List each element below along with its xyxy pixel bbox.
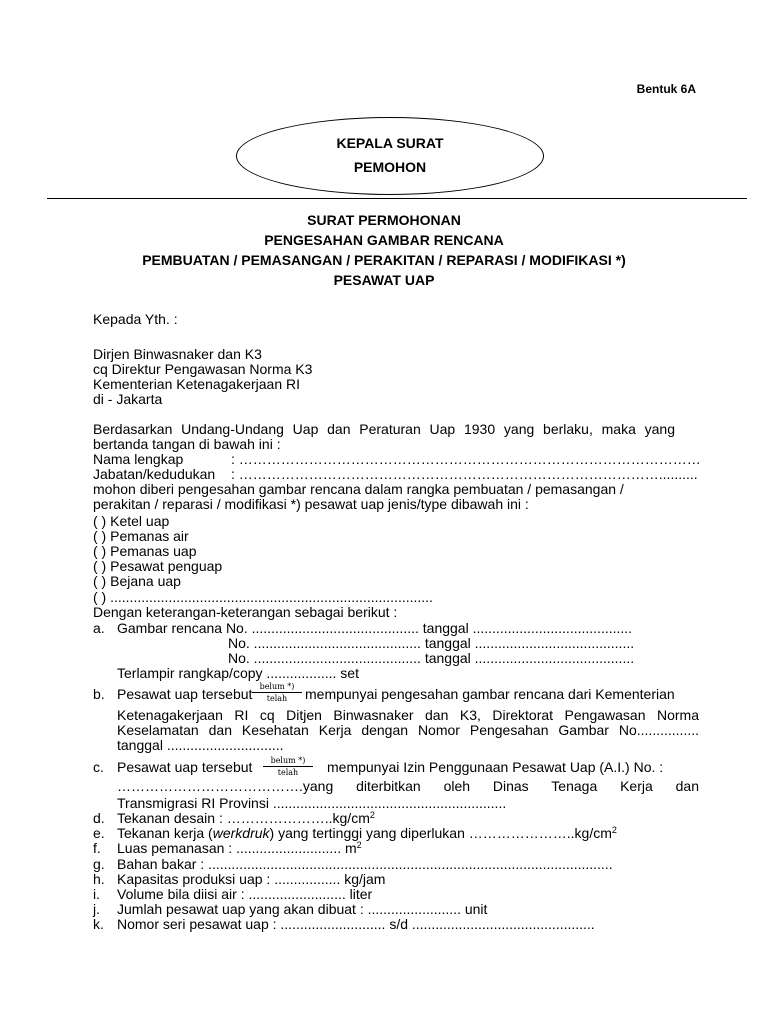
- spec-f-sup: 2: [356, 840, 362, 850]
- name-value: : ………………………………………………………………………………………: [231, 451, 701, 467]
- type-ketel-uap: ( ) Ketel uap: [93, 513, 170, 529]
- address-line-2: cq Direktur Pengawasan Norma K3: [93, 361, 313, 377]
- title-line-3: PEMBUATAN / PEMASANGAN / PERAKITAN / REPARASI / MODIFIKASI *): [142, 252, 626, 268]
- item-c-pre: Pesawat uap tersebut: [117, 759, 253, 775]
- title-line-1: SURAT PERMOHONAN: [307, 212, 461, 228]
- salutation: Kepada Yth. :: [93, 311, 178, 327]
- spec-g-marker: g.: [93, 856, 105, 872]
- item-b-fraction: [252, 682, 302, 703]
- spec-i-text: Volume bila diisi air : ......................... liter: [117, 886, 373, 902]
- address-line-1: Dirjen Binwasnaker dan K3: [93, 346, 262, 362]
- position-label: Jabatan/kedudukan: [93, 466, 216, 482]
- name-label: Nama lengkap: [93, 451, 184, 467]
- spec-j-marker: j.: [93, 901, 100, 917]
- spec-g-text: Bahan bakar : ........................................................................................................: [117, 856, 613, 872]
- intro-line-2: bertanda tangan di bawah ini :: [93, 436, 281, 452]
- item-c-frac-bottom: telah: [277, 768, 299, 777]
- letterhead-line-1: KEPALA SURAT: [336, 135, 444, 151]
- spec-e-pre: Tekanan kerja (: [117, 825, 213, 841]
- spec-k-text: Nomor seri pesawat uap : ........................... s/d ...............................................: [117, 916, 595, 932]
- item-c-line-3: Transmigrasi RI Provinsi ............................................................: [117, 795, 507, 811]
- details-intro: Dengan keterangan-keterangan sebagai berikut :: [93, 604, 398, 620]
- item-c-fraction: [263, 756, 313, 777]
- item-a-line-1: Gambar rencana No. ........................................... tanggal .........................................: [117, 620, 633, 636]
- item-b-line-2: Ketenagakerjaan RI cq Ditjen Binwasnaker dan K3, Direktorat Pengawasan Norma: [117, 707, 699, 723]
- type-pemanas-air: ( ) Pemanas air: [93, 528, 189, 544]
- letterhead-oval: [236, 117, 544, 195]
- spec-d-marker: d.: [93, 810, 105, 826]
- item-b-pre: Pesawat uap tersebut: [117, 686, 253, 702]
- item-c-frac-top: belum *): [263, 756, 313, 767]
- item-b-frac-bottom: telah: [266, 694, 288, 703]
- spec-d-sup: 2: [369, 810, 375, 820]
- position-value: : ………………………………………………………………………………..........: [231, 466, 698, 482]
- spec-d-body: Tekanan desain : …………………..kg/cm: [117, 810, 370, 826]
- spec-h-marker: h.: [93, 871, 105, 887]
- type-pesawat-penguap: ( ) Pesawat penguap: [93, 558, 223, 574]
- address-line-4: di - Jakarta: [93, 391, 163, 407]
- item-b-frac-top: belum *): [252, 682, 302, 693]
- request-line-2: perakitan / reparasi / modifikasi *) pesawat uap jenis/type dibawah ini :: [93, 496, 529, 512]
- spec-e-body: ) yang tertinggi yang diperlukan …………………..kg/cm: [269, 825, 612, 841]
- item-b-line-3: Keselamatan dan Kesehatan Kerja dengan Nomor Pengesahan Gambar No................: [117, 722, 699, 738]
- item-a-marker: a.: [93, 620, 105, 636]
- spec-j-text: Jumlah pesawat uap yang akan dibuat : ........................ unit: [117, 901, 488, 917]
- header-divider: [47, 198, 747, 199]
- request-line-1: mohon diberi pengesahan gambar rencana dalam rangka pembuatan / pemasangan /: [93, 481, 624, 497]
- item-c-line-2: ………………………………….yang diterbitkan oleh Dinas Tenaga Kerja dan: [117, 778, 699, 794]
- spec-f-text: [117, 841, 362, 856]
- type-bejana-uap: ( ) Bejana uap: [93, 573, 181, 589]
- address-line-3: Kementerian Ketenagakerjaan RI: [93, 376, 301, 392]
- item-c-marker: c.: [93, 759, 104, 775]
- title-line-4: PESAWAT UAP: [333, 272, 435, 288]
- letterhead-line-2: PEMOHON: [353, 159, 427, 175]
- item-a-line-2: No. ........................................... tanggal .........................................: [228, 635, 635, 651]
- spec-e-italic: werkdruk: [212, 825, 270, 841]
- type-other: ( ) ...................................................................................: [93, 589, 433, 605]
- item-a-line-4: Terlampir rangkap/copy .................. set: [117, 665, 359, 681]
- item-b-post: mempunyai pengesahan gambar rencana dari Kementerian: [305, 686, 675, 702]
- type-pemanas-uap: ( ) Pemanas uap: [93, 543, 197, 559]
- spec-f-body: Luas pemanasan : ........................... m: [117, 840, 357, 856]
- item-b-marker: b.: [93, 686, 105, 702]
- item-a-line-3: No. ........................................... tanggal .........................................: [228, 650, 635, 666]
- spec-f-marker: f.: [93, 840, 101, 856]
- item-c-post: mempunyai Izin Penggunaan Pesawat Uap (A.I.) No. :: [327, 759, 664, 775]
- spec-e-sup: 2: [611, 825, 617, 835]
- title-line-2: PENGESAHAN GAMBAR RENCANA: [264, 232, 504, 248]
- intro-line-1: Berdasarkan Undang-Undang Uap dan Peraturan Uap 1930 yang berlaku, maka yang: [93, 421, 675, 437]
- spec-d-text: [117, 811, 375, 826]
- spec-k-marker: k.: [93, 916, 104, 932]
- form-code: Bentuk 6A: [636, 82, 696, 96]
- spec-h-text: Kapasitas produksi uap : ................. kg/jam: [117, 871, 386, 887]
- spec-e-text: [117, 826, 617, 841]
- spec-i-marker: i.: [93, 886, 100, 902]
- item-b-line-4: tanggal ..............................: [117, 737, 284, 753]
- spec-e-marker: e.: [93, 825, 105, 841]
